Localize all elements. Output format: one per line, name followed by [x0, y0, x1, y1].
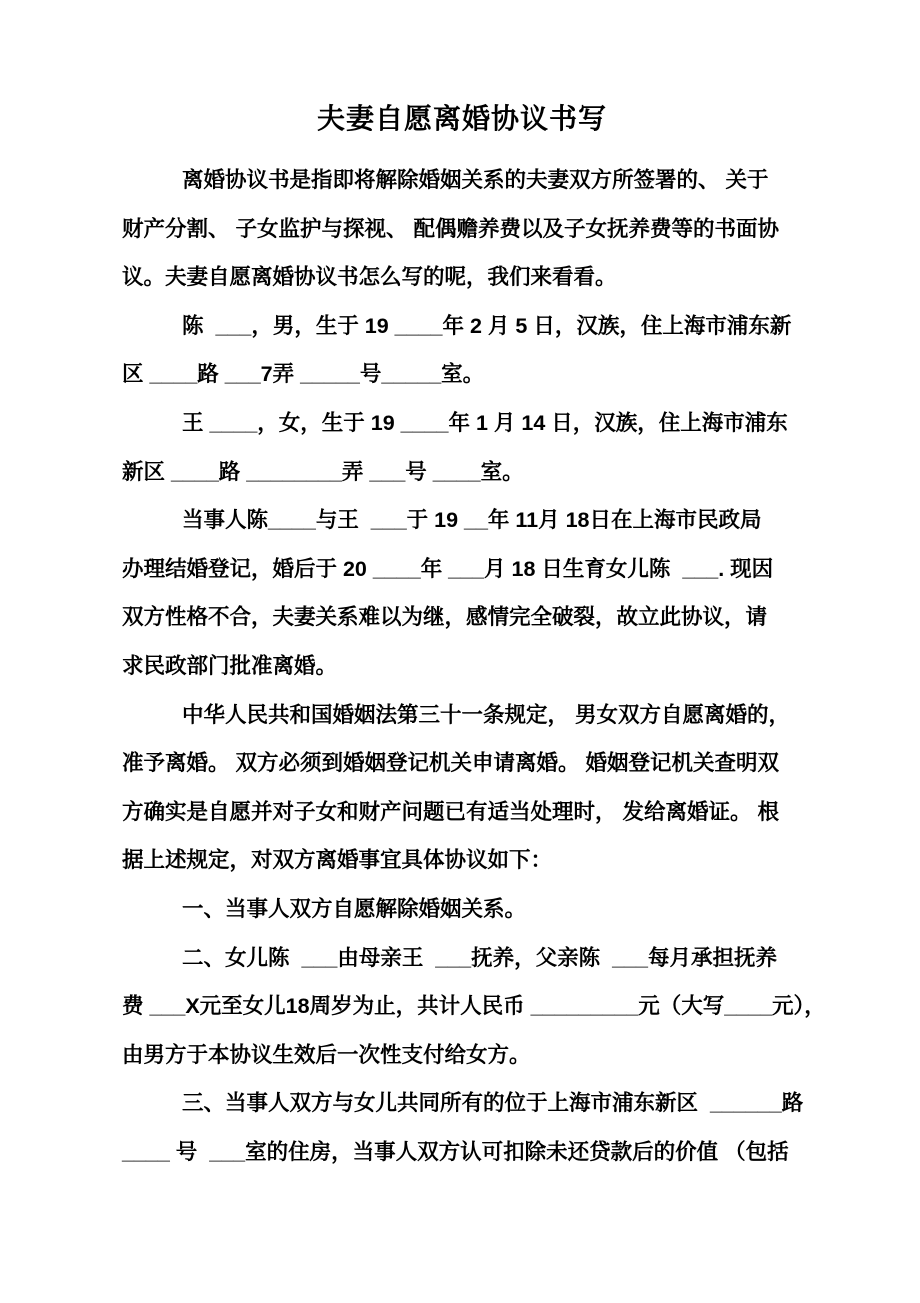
document-line: 据上述规定，对双方离婚事宜具体协议如下： [122, 848, 553, 873]
document-line: 双方性格不合，夫妻关系难以为继，感情完全破裂，故立此协议，请 [122, 605, 768, 630]
document-line: 新区 ____路 ________弄 ___号 ____室。 [122, 459, 524, 484]
paragraph-intro [122, 156, 802, 302]
paragraph-law-basis [122, 691, 802, 885]
document-line: 当事人陈____与王 ___于 19 __年 11月 18日在上海市民政局 [182, 508, 762, 533]
document-body [122, 156, 826, 1176]
document-line: 离婚协议书是指即将解除婚姻关系的夫妻双方所签署的、 关于 [182, 168, 769, 192]
document-line: 准予离婚。 双方必须到婚姻登记机关申请离婚。 婚姻登记机关查明双 [122, 751, 779, 776]
document-line: ____ 号 ___室的住房，当事人双方认可扣除未还贷款后的价值 （包括 [122, 1139, 789, 1164]
paragraph-clause-2 [122, 934, 826, 1080]
document-line: 王 ____，女，生于 19 ____年 1 月 14 日，汉族，住上海市浦东 [182, 410, 788, 435]
document-line: 一、当事人双方自愿解除婚姻关系。 [182, 896, 527, 921]
document-line: 财产分割、 子女监护与探视、 配偶赡养费以及子女抚养费等的书面协 [122, 216, 779, 241]
paragraph-marriage-history [122, 496, 802, 690]
paragraph-wife-info [122, 399, 802, 496]
document-line: 区 ____路 ___7弄 _____号_____室。 [122, 362, 485, 387]
document-line: 中华人民共和国婚姻法第三十一条规定， 男女双方自愿离婚的， [182, 702, 790, 727]
document-line: 办理结婚登记，婚后于 20 ____年 ___月 18 日生育女儿陈 ___. 现因 [122, 556, 774, 581]
paragraph-clause-3 [122, 1079, 802, 1176]
document-line: 三、当事人双方与女儿共同所有的位于上海市浦东新区 ______路 [182, 1091, 804, 1116]
document-title: 夫妻自愿离婚协议书写 [316, 103, 607, 134]
paragraph-husband-info [122, 302, 802, 399]
document-line: 二、女儿陈 ___由母亲王 ___抚养，父亲陈 ___每月承担抚养 [182, 945, 777, 970]
document-line: 由男方于本协议生效后一次性支付给女方。 [122, 1042, 531, 1067]
document-line: 费 ___X元至女儿18周岁为止，共计人民币 _________元（大写____元）， [122, 994, 826, 1019]
document-line: 求民政部门批准离婚。 [122, 653, 338, 678]
document-line: 陈 ___，男，生于 19 ____年 2 月 5 日，汉族，住上海市浦东新 [182, 313, 792, 338]
document-line: 方确实是自愿并对子女和财产问题已有适当处理时， 发给离婚证。 根 [122, 799, 779, 824]
document-line: 议。夫妻自愿离婚协议书怎么写的呢，我们来看看。 [122, 265, 617, 290]
paragraph-clause-1 [122, 885, 802, 934]
